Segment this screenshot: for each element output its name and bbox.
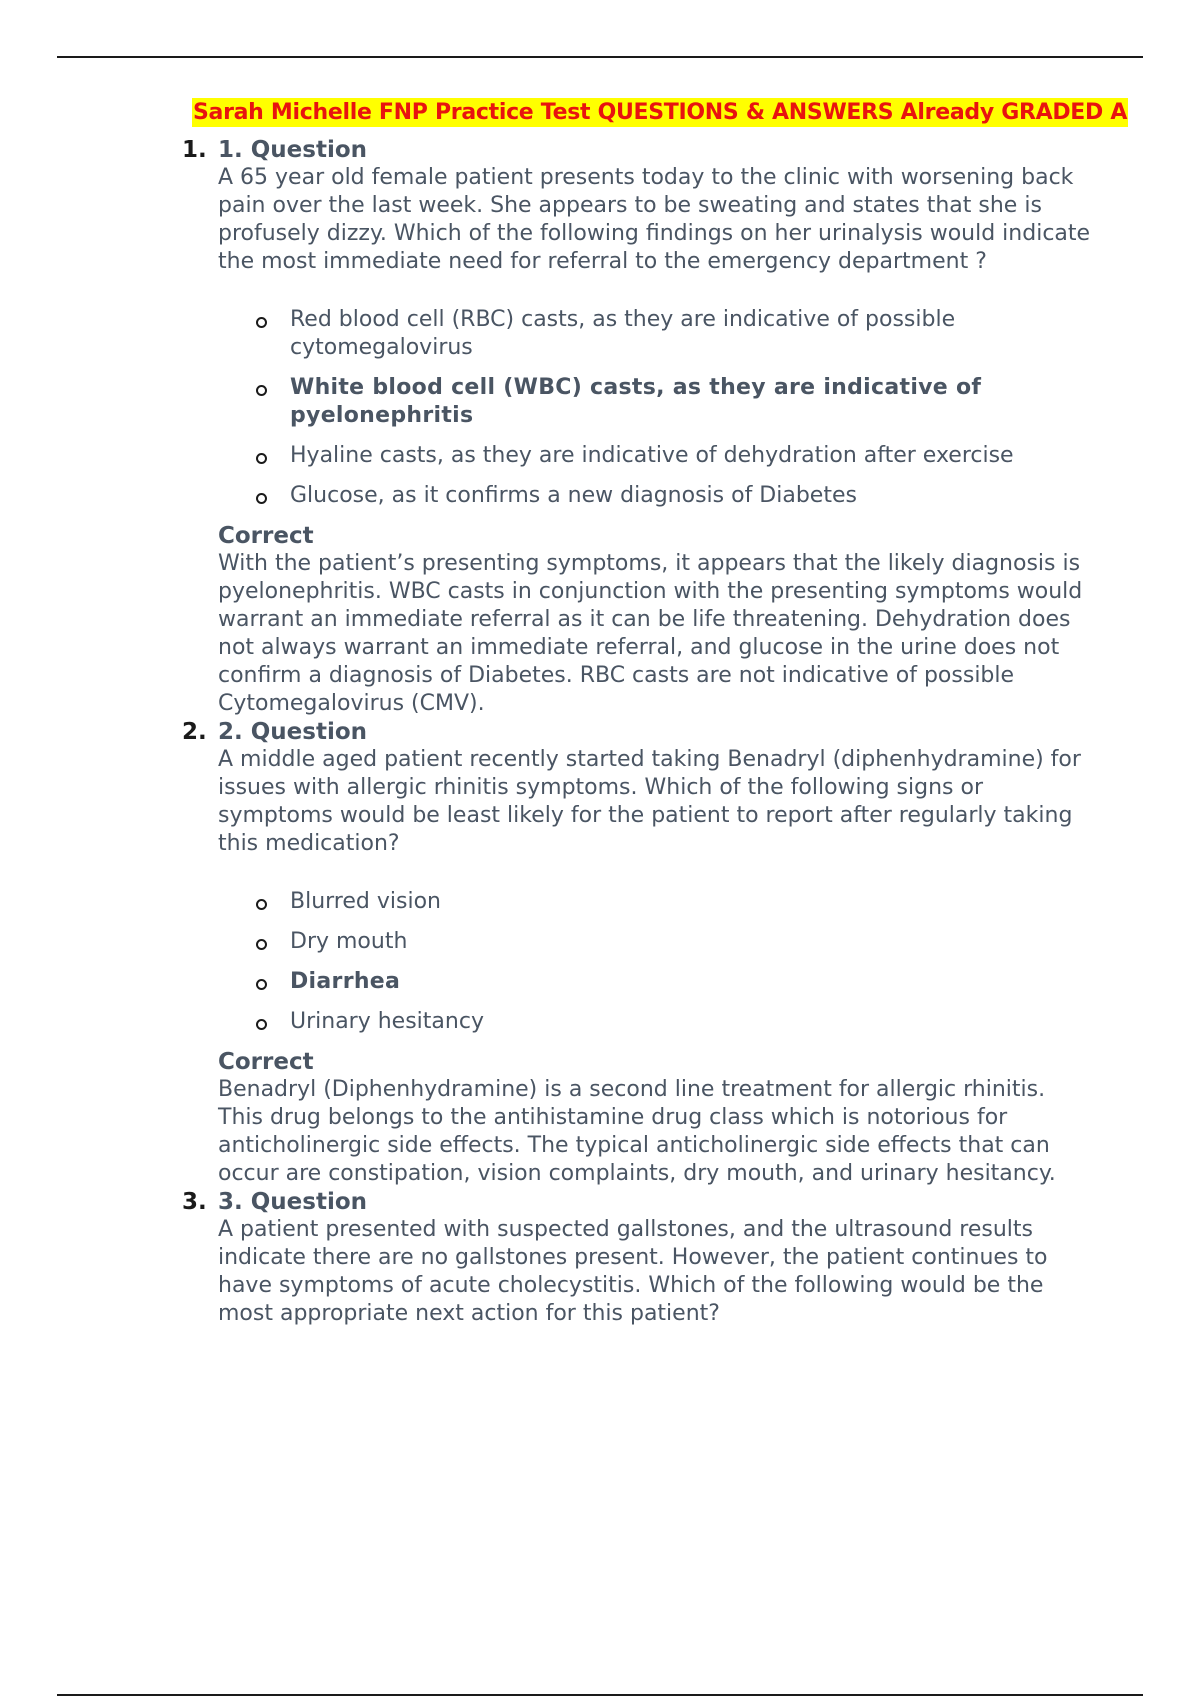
question-number: 1. bbox=[182, 137, 207, 163]
answer-option-label: Diarrhea bbox=[290, 969, 401, 994]
answer-option bbox=[254, 482, 1092, 510]
answer-options bbox=[218, 888, 1092, 1036]
answer-option bbox=[254, 306, 1092, 362]
answer-explanation: Benadryl (Diphenhydramine) is a second line treatment for allergic rhinitis. This drug belongs to the antihistamine drug class which is notorious for anticholinergic side effects. The typical anticholinergic side effects that can occur are constipation, vision complaints, dry mouth, and urinary hesitancy. bbox=[218, 1077, 1056, 1186]
question-heading: 1. Question bbox=[218, 137, 368, 163]
hollow-bullet-icon bbox=[256, 899, 267, 910]
answer-option-label: Red blood cell (RBC) casts, as they are indicative of possible cytomegalovirus bbox=[290, 307, 956, 360]
question-item bbox=[182, 136, 1092, 718]
correct-answer-option bbox=[254, 374, 1092, 430]
answer-option-label: White blood cell (WBC) casts, as they are indicative of pyelonephritis bbox=[290, 375, 982, 428]
question-number: 2. bbox=[182, 719, 207, 745]
answer-verdict: Correct bbox=[218, 1049, 314, 1075]
question-text: A 65 year old female patient presents today to the clinic with worsening back pain over the last week. She appears to be sweating and states that she is profusely dizzy. Which of the following findings on her urinalysis would indicate the most immediate need for referral to the emergency department ? bbox=[218, 165, 1091, 274]
top-rule bbox=[57, 56, 1143, 58]
answer-option-label: Glucose, as it confirms a new diagnosis of Diabetes bbox=[290, 483, 857, 508]
answer-option-label: Dry mouth bbox=[290, 929, 408, 954]
correct-answer-option bbox=[254, 968, 1092, 996]
answer-option-label: Blurred vision bbox=[290, 889, 441, 914]
answer-option bbox=[254, 928, 1092, 956]
answer-option bbox=[254, 888, 1092, 916]
answer-options bbox=[218, 306, 1092, 510]
hollow-bullet-icon bbox=[256, 453, 267, 464]
question-heading: 2. Question bbox=[218, 719, 368, 745]
document-title: Sarah Michelle FNP Practice Test QUESTIONS & ANSWERS Already GRADED A bbox=[193, 100, 1128, 125]
hollow-bullet-icon bbox=[256, 1019, 267, 1030]
question-heading: 3. Question bbox=[218, 1189, 368, 1215]
bottom-rule bbox=[57, 1694, 1143, 1696]
answer-verdict: Correct bbox=[218, 523, 314, 549]
hollow-bullet-icon bbox=[256, 979, 267, 990]
hollow-bullet-icon bbox=[256, 317, 267, 328]
question-number: 3. bbox=[182, 1189, 207, 1215]
hollow-bullet-icon bbox=[256, 939, 267, 950]
answer-option-label: Hyaline casts, as they are indicative of dehydration after exercise bbox=[290, 443, 1014, 468]
hollow-bullet-icon bbox=[256, 493, 267, 504]
question-text: A patient presented with suspected gallstones, and the ultrasound results indicate there are no gallstones present. However, the patient continues to have symptoms of acute cholecystitis. Which of the following would be the most appropriate next action for this patient? bbox=[218, 1217, 1048, 1326]
answer-explanation: With the patient’s presenting symptoms, it appears that the likely diagnosis is pyelonephritis. WBC casts in conjunction with the presenting symptoms would warrant an immediate referral as it can be life threatening. Dehydration does not always warrant an immediate referral, and glucose in the urine does not confirm a diagnosis of Diabetes. RBC casts are not indicative of possible Cytomegalovirus (CMV). bbox=[218, 551, 1083, 716]
answer-option bbox=[254, 1008, 1092, 1036]
question-text: A middle aged patient recently started taking Benadryl (diphenhydramine) for issues with allergic rhinitis symptoms. Which of the following signs or symptoms would be least likely for the patient to report after regularly taking this medication? bbox=[218, 747, 1081, 856]
answer-option-label: Urinary hesitancy bbox=[290, 1009, 484, 1034]
hollow-bullet-icon bbox=[256, 385, 267, 396]
question-item bbox=[182, 1188, 1092, 1328]
question-list bbox=[182, 136, 1092, 1328]
answer-option bbox=[254, 442, 1092, 470]
question-item bbox=[182, 718, 1092, 1188]
